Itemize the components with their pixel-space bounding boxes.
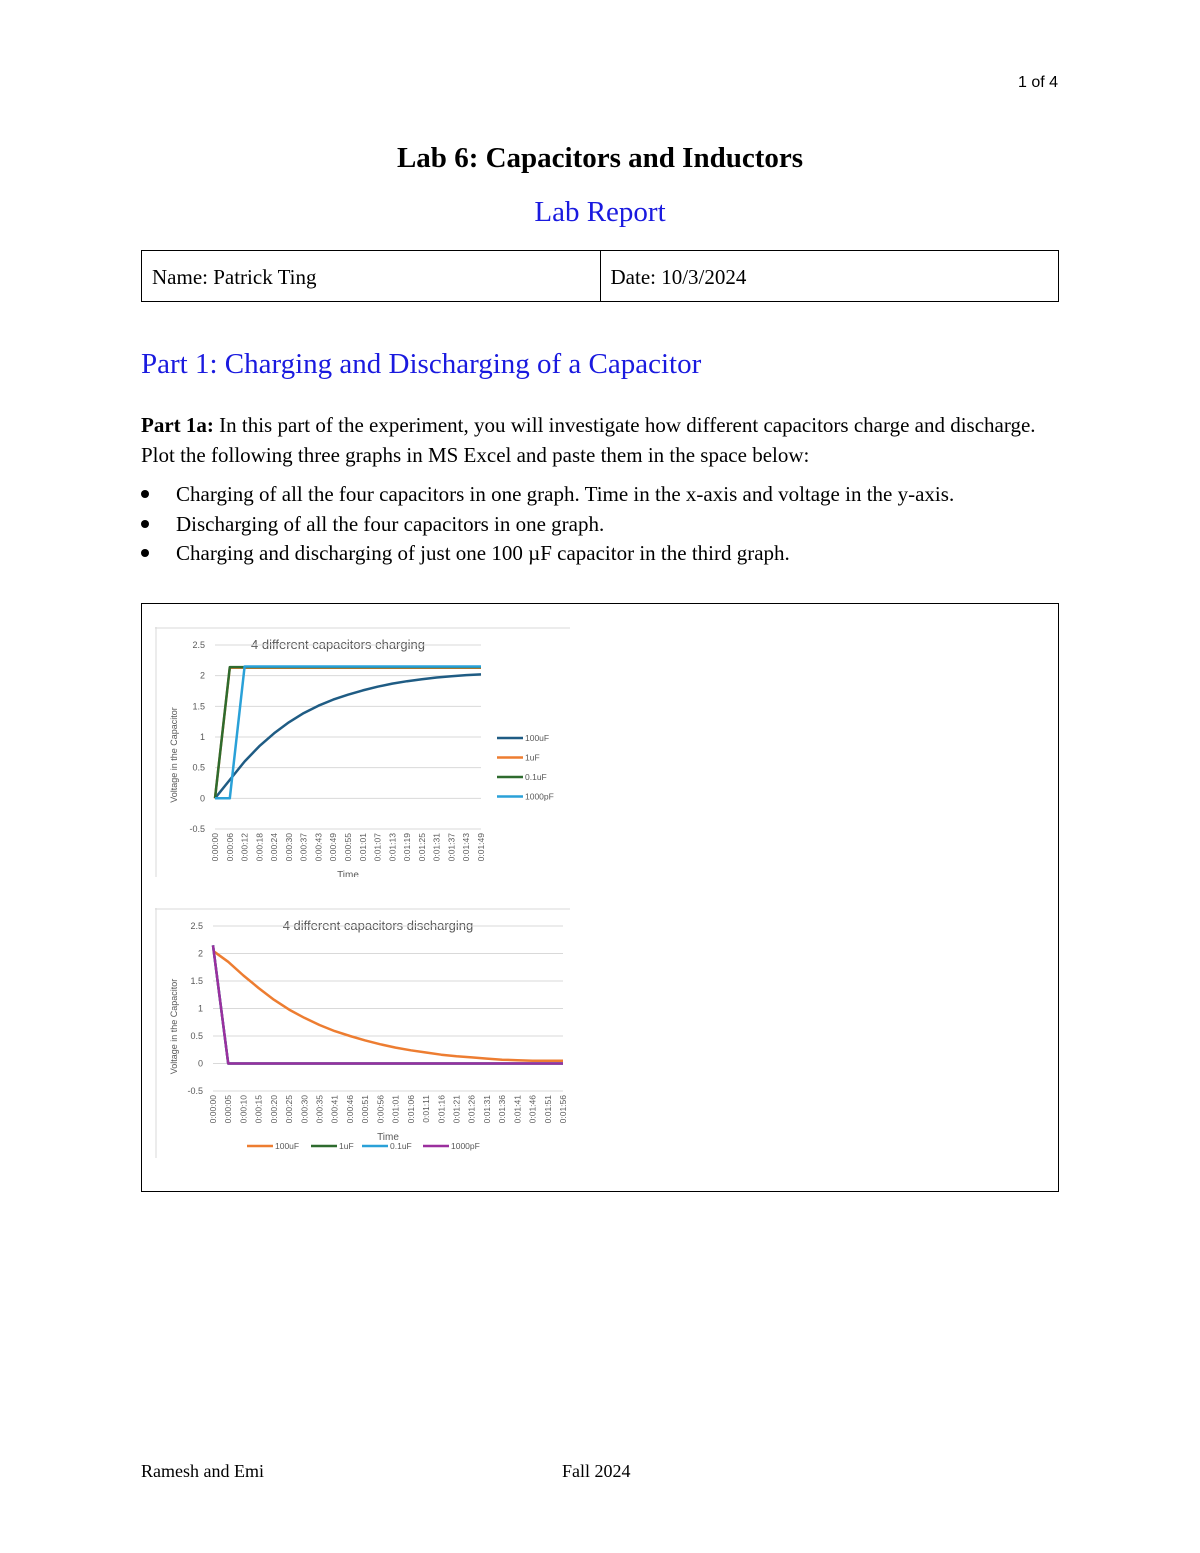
bullet-icon	[141, 549, 149, 557]
part1a-text: In this part of the experiment, you will investigate how different capacitors charge and discharge. Plot the following three graphs in MS Excel and paste them in the space below:	[141, 413, 1036, 467]
x-tick-label: 0:00:46	[344, 1095, 355, 1124]
x-tick-label: 0:01:37	[446, 833, 457, 862]
x-tick-label: 0:00:30	[283, 833, 294, 862]
page-title: Lab 6: Capacitors and Inductors	[396, 142, 804, 174]
legend-label: 1000pF	[451, 1141, 480, 1151]
x-tick-label: 0:01:19	[402, 833, 413, 862]
legend-label: 100uF	[275, 1141, 300, 1151]
discharging-chart	[155, 908, 570, 1158]
part1a-paragraph	[141, 410, 1061, 470]
info-table	[141, 250, 1059, 302]
series-line-100uF	[215, 674, 481, 798]
x-tick-label: 0:00:06	[224, 833, 235, 862]
name-cell: Name: Patrick Ting	[152, 265, 317, 289]
x-tick-label: 0:01:11	[421, 1095, 432, 1123]
y-tick-label: -0.5	[189, 824, 205, 834]
bullet-list	[141, 480, 1071, 569]
y-tick-label: 2.5	[190, 921, 203, 931]
x-tick-label: 0:00:24	[269, 833, 280, 862]
x-tick-label: 0:00:30	[299, 1095, 310, 1124]
footer-authors: Ramesh and Emi	[141, 1461, 264, 1481]
x-tick-label: 0:00:43	[313, 833, 324, 862]
x-tick-label: 0:01:01	[390, 1095, 401, 1124]
y-tick-label: 2	[197, 948, 203, 959]
x-tick-label: 0:01:43	[461, 833, 472, 862]
x-tick-label: 0:01:25	[416, 833, 427, 862]
x-tick-label: 0:01:31	[431, 833, 442, 862]
x-tick-label: 0:00:00	[210, 833, 220, 862]
page-number: 1 of 4	[1017, 74, 1058, 91]
y-tick-label: 0.5	[190, 1031, 203, 1041]
chart-title: 4 different capacitors discharging	[282, 918, 474, 933]
list-item	[141, 539, 1071, 569]
section-heading: Part 1: Charging and Discharging of a Capacitor	[141, 348, 702, 380]
y-tick-label: 1.5	[192, 701, 205, 712]
x-axis-label: Time	[377, 1132, 399, 1143]
x-tick-label: 0:01:06	[405, 1095, 416, 1124]
x-tick-label: 0:00:51	[360, 1095, 371, 1124]
series-line-0.1uF	[215, 667, 481, 798]
legend-label: 1000pF	[525, 791, 554, 802]
y-axis-label: Voltage in the Capacitor	[169, 707, 179, 803]
bullet-text: Charging and discharging of just one 100 µF capacitor in the third graph.	[176, 541, 790, 565]
y-tick-label: 2.5	[192, 640, 205, 650]
y-tick-label: 0.5	[192, 762, 205, 773]
x-tick-label: 0:01:16	[436, 1095, 447, 1124]
list-item	[141, 510, 1071, 540]
y-tick-label: 1	[199, 732, 205, 742]
bullet-text: Discharging of all the four capacitors in one graph.	[176, 511, 605, 536]
x-tick-label: 0:00:55	[343, 833, 353, 862]
x-tick-label: 0:01:01	[357, 833, 368, 862]
y-tick-label: 0	[199, 793, 205, 804]
charging-chart	[155, 627, 570, 877]
y-tick-label: 1.5	[190, 976, 203, 986]
bullet-text: Charging of all the four capacitors in one graph. Time in the x-axis and voltage in the y-axis.	[176, 482, 955, 506]
x-tick-label: 0:00:10	[238, 1095, 249, 1124]
chart-title: 4 different capacitors charging	[251, 637, 425, 652]
x-tick-label: 0:01:56	[558, 1095, 568, 1124]
x-tick-label: 0:00:37	[298, 833, 309, 862]
part1a-label: Part 1a:	[141, 413, 214, 437]
x-tick-label: 0:00:12	[239, 833, 250, 862]
x-tick-label: 0:00:20	[268, 1095, 279, 1124]
y-tick-label: 0	[197, 1058, 203, 1069]
x-tick-label: 0:01:46	[527, 1095, 538, 1124]
legend-label: 100uF	[525, 733, 550, 743]
x-tick-label: 0:00:15	[253, 1095, 264, 1124]
x-tick-label: 0:00:35	[314, 1095, 325, 1124]
y-axis-label: Voltage in the Capacitor	[169, 978, 179, 1075]
x-tick-label: 0:00:25	[284, 1095, 295, 1124]
series-line-1000pF	[215, 667, 481, 799]
x-tick-label: 0:01:13	[387, 833, 398, 862]
x-tick-label: 0:01:26	[466, 1095, 477, 1124]
x-tick-label: 0:01:49	[476, 833, 486, 862]
footer-term: Fall 2024	[562, 1461, 631, 1481]
x-tick-label: 0:01:41	[512, 1095, 523, 1124]
x-tick-label: 0:01:51	[542, 1095, 553, 1124]
legend-label: 0.1uF	[525, 772, 547, 782]
x-tick-label: 0:01:07	[372, 833, 383, 862]
x-tick-label: 0:01:21	[451, 1095, 462, 1124]
series-line-100uF	[213, 951, 563, 1061]
x-tick-label: 0:01:36	[497, 1095, 508, 1124]
x-tick-label: 0:00:00	[208, 1095, 218, 1124]
date-cell: Date: 10/3/2024	[600, 251, 1059, 301]
x-tick-label: 0:00:18	[254, 833, 265, 862]
y-tick-label: -0.5	[187, 1086, 203, 1096]
bullet-icon	[141, 520, 149, 528]
x-axis-label: Time	[337, 870, 359, 877]
legend-label: 0.1uF	[390, 1141, 412, 1151]
x-tick-label: 0:00:05	[223, 1095, 234, 1124]
y-tick-label: 2	[199, 670, 205, 681]
legend-label: 1uF	[525, 752, 540, 763]
y-tick-label: 1	[197, 1003, 203, 1014]
x-tick-label: 0:00:56	[375, 1095, 386, 1124]
x-tick-label: 0:01:31	[481, 1095, 492, 1124]
legend-label: 1uF	[339, 1141, 354, 1151]
bullet-icon	[141, 490, 149, 498]
list-item	[141, 480, 1071, 510]
x-tick-label: 0:00:49	[328, 833, 339, 862]
series-line-1uF	[215, 668, 481, 799]
x-tick-label: 0:00:41	[329, 1095, 340, 1124]
page-subtitle: Lab Report	[534, 196, 666, 228]
